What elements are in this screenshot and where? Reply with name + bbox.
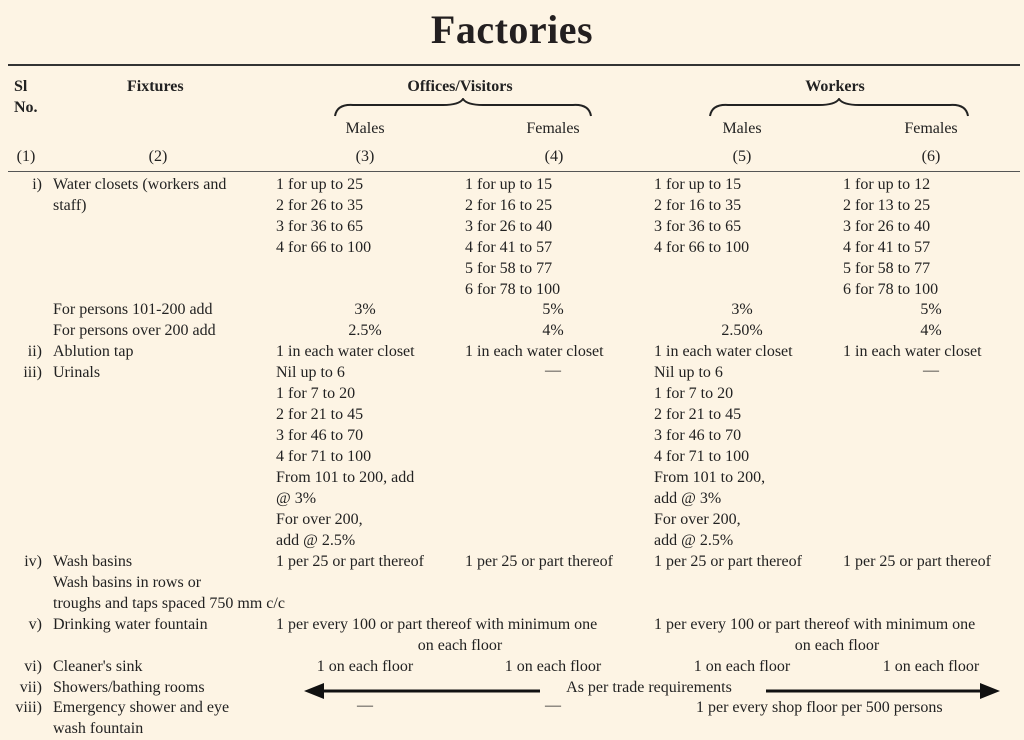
workers-brace <box>708 98 970 120</box>
row-number: vii) <box>19 679 42 696</box>
row-number: v) <box>28 616 42 633</box>
workers-females-cell: 1 on each floor <box>882 658 980 675</box>
fixture-water-closets: Water closets (workers and staff) <box>53 176 227 214</box>
fixture-add-101-200: For persons 101-200 add <box>53 301 213 318</box>
workers-males-cell: Nil up to 6 1 for 7 to 20 2 for 21 to 45 3 for 46 to 70 4 for 71 to 100 From 101 to 200, add @ 3% For over 200, add @ 2.5% <box>654 364 766 549</box>
workers-females-cell: 4% <box>920 322 942 339</box>
header-rule <box>8 171 1020 172</box>
workers-males-cell: 1 for up to 15 2 for 16 to 35 3 for 36 to 65 4 for 66 to 100 <box>654 176 750 256</box>
offices-females-cell: 1 on each floor <box>504 658 602 675</box>
fixture-showers: Showers/bathing rooms <box>53 679 205 696</box>
top-rule <box>8 64 1020 66</box>
offices-brace <box>333 98 593 120</box>
offices-males-cell: 2.5% <box>348 322 382 339</box>
offices-females-cell: — <box>545 697 561 714</box>
page-title: Factories <box>430 7 594 52</box>
workers-males-cell: 2.50% <box>721 322 763 339</box>
workers-females-cell: 1 for up to 12 2 for 13 to 25 3 for 26 to 40 4 for 41 to 57 5 for 58 to 77 6 for 78 to 100 <box>843 176 939 298</box>
colnum-5: (5) <box>732 148 752 165</box>
fixture-emergency-shower: Emergency shower and eye wash fountain <box>53 699 230 737</box>
fixture-cleaners-sink: Cleaner's sink <box>53 658 143 675</box>
fixture-urinals: Urinals <box>53 364 101 381</box>
offices-males-cell: 1 per 25 or part thereof <box>276 553 424 570</box>
row-number: viii) <box>15 699 42 716</box>
colnum-1: (1) <box>16 148 36 165</box>
offices-males-cell: 1 for up to 25 2 for 26 to 35 3 for 36 to 65 4 for 66 to 100 <box>276 176 372 256</box>
workers-males-cell: 3% <box>731 301 753 318</box>
header-workers-females: Females <box>904 120 958 137</box>
header-offices-males: Males <box>345 120 385 137</box>
offices-males-cell: — <box>357 697 373 714</box>
row-number: i) <box>32 176 42 193</box>
header-offices-visitors: Offices/Visitors <box>407 78 513 95</box>
header-workers: Workers <box>805 78 865 95</box>
header-sl-no: Sl No. <box>14 78 38 116</box>
colnum-4: (4) <box>544 148 564 165</box>
offices-females-cell: 5% <box>542 301 564 318</box>
offices-females-cell: 4% <box>542 322 564 339</box>
workers-males-cell: 1 per 25 or part thereof <box>654 553 802 570</box>
offices-males-cell: 3% <box>354 301 376 318</box>
colnum-2: (2) <box>148 148 168 165</box>
row-number: iii) <box>23 364 42 381</box>
header-fixtures: Fixtures <box>127 78 184 95</box>
workers-females-cell: — <box>923 362 939 379</box>
offices-span-cell: 1 per every 100 or part thereof with minimum one <box>276 616 598 633</box>
fixture-drinking-water-fountain: Drinking water fountain <box>53 616 208 633</box>
workers-females-cell: 1 in each water closet <box>843 343 982 360</box>
row-number: iv) <box>24 553 42 570</box>
fixture-add-over-200: For persons over 200 add <box>53 322 216 339</box>
workers-females-cell: 1 per 25 or part thereof <box>843 553 991 570</box>
offices-females-cell: 1 per 25 or part thereof <box>465 553 613 570</box>
offices-males-cell: Nil up to 6 1 for 7 to 20 2 for 21 to 45 3 for 46 to 70 4 for 71 to 100 From 101 to 200, add @ 3% For over 200, add @ 2.5% <box>276 364 415 549</box>
offices-females-cell: — <box>545 362 561 379</box>
colnum-3: (3) <box>355 148 375 165</box>
colnum-6: (6) <box>921 148 941 165</box>
offices-males-cell: 1 on each floor <box>316 658 414 675</box>
workers-span-cell: 1 per every 100 or part thereof with minimum one <box>654 616 976 633</box>
workers-span-cell: 1 per every shop floor per 500 persons <box>696 699 943 716</box>
header-offices-females: Females <box>526 120 580 137</box>
offices-span-cell: on each floor <box>417 637 503 654</box>
offices-females-cell: 1 in each water closet <box>465 343 604 360</box>
offices-females-cell: 1 for up to 15 2 for 16 to 25 3 for 26 to 40 4 for 41 to 57 5 for 58 to 77 6 for 78 to 100 <box>465 176 561 298</box>
offices-males-cell: 1 in each water closet <box>276 343 415 360</box>
workers-males-cell: 1 in each water closet <box>654 343 793 360</box>
row-number: ii) <box>27 343 42 360</box>
showers-span-cell: As per trade requirements <box>566 679 732 696</box>
row-number: vi) <box>24 658 42 675</box>
fixture-ablution-tap: Ablution tap <box>53 343 134 360</box>
workers-span-cell: on each floor <box>794 637 880 654</box>
workers-females-cell: 5% <box>920 301 942 318</box>
workers-males-cell: 1 on each floor <box>693 658 791 675</box>
header-workers-males: Males <box>722 120 762 137</box>
fixture-wash-basins: Wash basins Wash basins in rows or troughs and taps spaced 750 mm c/c <box>53 553 285 612</box>
